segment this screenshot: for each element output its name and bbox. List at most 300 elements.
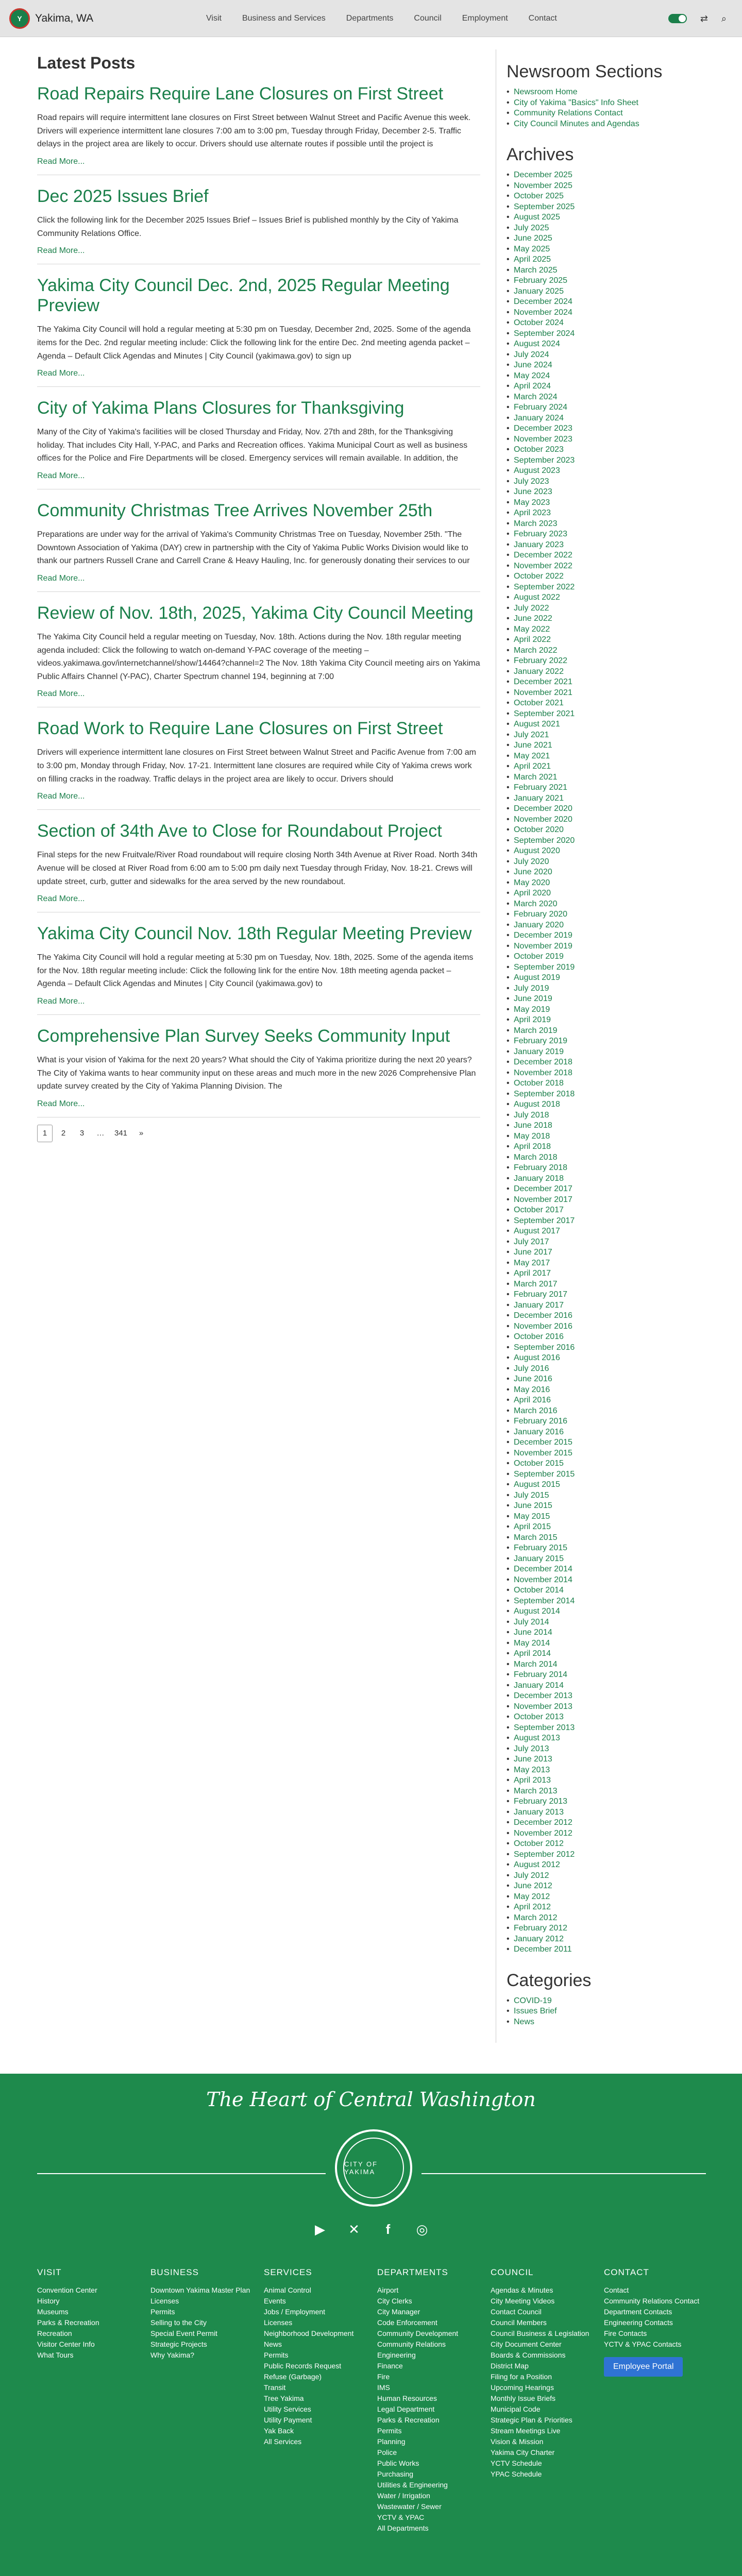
footer-link[interactable]: City Meeting Videos	[491, 2297, 555, 2305]
footer-link[interactable]: Municipal Code	[491, 2405, 541, 2413]
archive-item[interactable]	[507, 1818, 692, 1828]
archive-item-link[interactable]: September 2017	[514, 1216, 575, 1225]
footer-link[interactable]: Utility Payment	[264, 2416, 312, 2424]
archive-item[interactable]	[507, 1406, 692, 1417]
archive-item-link[interactable]: August 2018	[514, 1100, 560, 1109]
archive-item[interactable]	[507, 582, 692, 593]
archive-item-link[interactable]: October 2015	[514, 1459, 564, 1468]
archive-item-link[interactable]: October 2018	[514, 1079, 564, 1088]
archive-item-link[interactable]: January 2012	[514, 1934, 564, 1943]
read-more-link[interactable]: Read More...	[37, 471, 85, 480]
read-more-link[interactable]: Read More...	[37, 246, 85, 256]
archive-item[interactable]	[507, 1786, 692, 1797]
archive-item-link[interactable]: March 2024	[514, 392, 558, 401]
archive-item[interactable]	[507, 392, 692, 403]
footer-link[interactable]: Public Works	[377, 2459, 419, 2467]
archive-item-link[interactable]: February 2017	[514, 1290, 568, 1299]
archive-item-link[interactable]: December 2012	[514, 1818, 572, 1827]
archive-item[interactable]	[507, 529, 692, 540]
archive-item-link[interactable]: October 2012	[514, 1839, 564, 1848]
read-more-link[interactable]: Read More...	[37, 996, 85, 1006]
archive-item-link[interactable]: August 2013	[514, 1734, 560, 1742]
archive-item[interactable]	[507, 455, 692, 466]
archive-item[interactable]	[507, 899, 692, 910]
archive-item-link[interactable]: March 2012	[514, 1913, 558, 1922]
page-link[interactable]: 341	[114, 1129, 128, 1138]
archive-item[interactable]	[507, 1533, 692, 1544]
archive-item-link[interactable]: November 2023	[514, 434, 572, 444]
archive-item[interactable]	[507, 772, 692, 783]
brand[interactable]	[9, 8, 93, 29]
archive-item-link[interactable]: May 2014	[514, 1638, 550, 1648]
footer-link[interactable]: Community Relations	[377, 2340, 446, 2348]
archive-item[interactable]	[507, 1754, 692, 1765]
archive-item-link[interactable]: December 2014	[514, 1565, 572, 1573]
archive-item[interactable]	[507, 1131, 692, 1142]
archive-item-link[interactable]: November 2015	[514, 1448, 572, 1458]
archive-item[interactable]	[507, 719, 692, 730]
archive-item-link[interactable]: November 2025	[514, 181, 572, 190]
archive-item-link[interactable]: December 2022	[514, 551, 572, 560]
archive-item[interactable]	[507, 1522, 692, 1533]
archive-item-link[interactable]: December 2025	[514, 171, 572, 179]
archive-item-link[interactable]: October 2016	[514, 1332, 564, 1341]
archive-item-link[interactable]: September 2016	[514, 1343, 575, 1352]
post-title[interactable]: Dec 2025 Issues Brief	[37, 186, 209, 206]
archive-item[interactable]	[507, 519, 692, 530]
translate-icon[interactable]: ⇄	[700, 13, 708, 24]
youtube-icon[interactable]: ▶	[315, 2221, 325, 2237]
archive-item[interactable]	[507, 571, 692, 582]
archive-item-link[interactable]: May 2020	[514, 878, 550, 887]
footer-link[interactable]: All Services	[264, 2437, 302, 2446]
archive-item-link[interactable]: December 2024	[514, 297, 572, 306]
archive-item[interactable]	[507, 1068, 692, 1079]
archive-item[interactable]	[507, 1343, 692, 1353]
employee-portal-button[interactable]: Employee Portal	[604, 2357, 683, 2377]
archive-item[interactable]	[507, 1923, 692, 1934]
post-title[interactable]: Review of Nov. 18th, 2025, Yakima City Council Meeting	[37, 603, 474, 623]
archive-item-link[interactable]: May 2016	[514, 1385, 550, 1394]
footer-link[interactable]: Community Development	[377, 2329, 459, 2337]
archive-item[interactable]	[507, 265, 692, 276]
archive-item[interactable]	[507, 1290, 692, 1300]
footer-link[interactable]: Licenses	[150, 2297, 179, 2305]
archive-item[interactable]	[507, 857, 692, 868]
archive-item-link[interactable]: January 2014	[514, 1681, 564, 1690]
archive-item-link[interactable]: July 2021	[514, 730, 549, 739]
archive-item-link[interactable]: October 2021	[514, 699, 564, 707]
footer-link[interactable]: YCTV Schedule	[491, 2459, 542, 2467]
archive-item[interactable]	[507, 276, 692, 286]
archive-item[interactable]	[507, 846, 692, 857]
footer-link[interactable]: History	[37, 2297, 60, 2305]
archive-item-link[interactable]: April 2015	[514, 1522, 551, 1531]
archive-item[interactable]	[507, 477, 692, 487]
archive-item[interactable]	[507, 1005, 692, 1015]
footer-link[interactable]: Permits	[264, 2351, 289, 2359]
archive-item[interactable]	[507, 1247, 692, 1258]
archive-item-link[interactable]: April 2024	[514, 382, 551, 391]
archive-item[interactable]	[507, 1174, 692, 1184]
archive-item-link[interactable]: November 2017	[514, 1195, 572, 1204]
archive-item-link[interactable]: June 2018	[514, 1121, 552, 1130]
footer-link[interactable]: Downtown Yakima Master Plan	[150, 2286, 250, 2294]
archive-item[interactable]	[507, 1110, 692, 1121]
category-item[interactable]	[507, 2006, 692, 2017]
nav-item-visit[interactable]: Visit	[206, 14, 222, 23]
footer-link[interactable]: Council Business & Legislation	[491, 2329, 589, 2337]
archive-item-link[interactable]: May 2022	[514, 624, 550, 634]
footer-link[interactable]: Parks & Recreation	[37, 2318, 99, 2327]
newsroom-item[interactable]	[507, 108, 692, 119]
archive-item-link[interactable]: December 2021	[514, 677, 572, 686]
archive-item[interactable]	[507, 1490, 692, 1501]
footer-link[interactable]: Recreation	[37, 2329, 72, 2337]
archive-item-link[interactable]: February 2016	[514, 1417, 568, 1426]
archive-item[interactable]	[507, 793, 692, 804]
search-icon[interactable]: ⌕	[721, 13, 727, 24]
archive-item[interactable]	[507, 371, 692, 382]
x-icon[interactable]: ✕	[348, 2221, 360, 2237]
archive-item-link[interactable]: April 2016	[514, 1396, 551, 1404]
archive-item-link[interactable]: September 2015	[514, 1469, 575, 1479]
archive-item-link[interactable]: February 2014	[514, 1670, 568, 1679]
read-more-link[interactable]: Read More...	[37, 573, 85, 583]
archive-item[interactable]	[507, 1078, 692, 1089]
archive-item[interactable]	[507, 223, 692, 234]
archive-item-link[interactable]: May 2021	[514, 751, 550, 760]
archive-item[interactable]	[507, 698, 692, 709]
archive-item-link[interactable]: September 2023	[514, 455, 575, 465]
newsroom-item[interactable]	[507, 119, 692, 130]
archive-item-link[interactable]: February 2025	[514, 276, 568, 285]
archive-item-link[interactable]: June 2024	[514, 361, 552, 369]
archive-item-link[interactable]: September 2021	[514, 709, 575, 718]
archive-item[interactable]	[507, 1691, 692, 1702]
footer-link[interactable]: Human Resources	[377, 2394, 437, 2402]
footer-link[interactable]: Parks & Recreation	[377, 2416, 440, 2424]
read-more-link[interactable]: Read More...	[37, 689, 85, 699]
footer-link[interactable]: Engineering Contacts	[604, 2318, 673, 2327]
archive-item[interactable]	[507, 487, 692, 498]
archive-item[interactable]	[507, 1142, 692, 1153]
archive-item-link[interactable]: August 2012	[514, 1860, 560, 1869]
theme-toggle[interactable]	[668, 14, 687, 23]
read-more-link[interactable]: Read More...	[37, 1099, 85, 1108]
footer-link[interactable]: Animal Control	[264, 2286, 311, 2294]
archive-item-link[interactable]: July 2024	[514, 350, 549, 359]
archive-item[interactable]	[507, 688, 692, 699]
footer-link[interactable]: Transit	[264, 2383, 286, 2392]
archive-item-link[interactable]: April 2025	[514, 255, 551, 264]
archive-item[interactable]	[507, 624, 692, 635]
archive-item[interactable]	[507, 677, 692, 688]
footer-link[interactable]: Tree Yakima	[264, 2394, 304, 2402]
archive-item[interactable]	[507, 973, 692, 984]
archive-item[interactable]	[507, 445, 692, 455]
footer-link[interactable]: YPAC Schedule	[491, 2470, 542, 2478]
archive-item-link[interactable]: March 2016	[514, 1406, 558, 1415]
archive-item[interactable]	[507, 1902, 692, 1913]
archive-item-link[interactable]: March 2019	[514, 1026, 558, 1035]
archive-item-link[interactable]: August 2017	[514, 1227, 560, 1235]
category-item[interactable]	[507, 2017, 692, 2028]
archive-item-link[interactable]: May 2013	[514, 1765, 550, 1774]
archive-item-link[interactable]: December 2011	[514, 1945, 572, 1954]
archive-item[interactable]	[507, 1385, 692, 1396]
nav-item-departments[interactable]: Departments	[346, 14, 394, 23]
archive-item-link[interactable]: May 2012	[514, 1892, 550, 1901]
instagram-icon[interactable]: ◎	[416, 2221, 428, 2237]
archive-item[interactable]	[507, 1839, 692, 1850]
archive-item-link[interactable]: October 2019	[514, 952, 564, 961]
archive-item-link[interactable]: May 2015	[514, 1512, 550, 1521]
archive-item[interactable]	[507, 667, 692, 677]
archive-item[interactable]	[507, 1205, 692, 1216]
archive-item[interactable]	[507, 244, 692, 255]
footer-link[interactable]: Upcoming Hearings	[491, 2383, 554, 2392]
archive-item-link[interactable]: April 2023	[514, 509, 551, 517]
archive-item-link[interactable]: March 2020	[514, 899, 558, 908]
footer-link[interactable]: Community Relations Contact	[604, 2297, 700, 2305]
archive-item[interactable]	[507, 1702, 692, 1713]
archive-item[interactable]	[507, 984, 692, 994]
page-link[interactable]: 2	[61, 1129, 66, 1138]
footer-link[interactable]: City Manager	[377, 2308, 420, 2316]
archive-item[interactable]	[507, 181, 692, 192]
archive-item[interactable]	[507, 709, 692, 720]
footer-link[interactable]: IMS	[377, 2383, 390, 2392]
footer-link[interactable]: News	[264, 2340, 282, 2348]
archive-item[interactable]	[507, 212, 692, 223]
archive-item-link[interactable]: June 2025	[514, 234, 552, 243]
footer-link[interactable]: Visitor Center Info	[37, 2340, 95, 2348]
footer-link[interactable]: Yak Back	[264, 2427, 294, 2435]
archive-item[interactable]	[507, 1944, 692, 1955]
archive-item-link[interactable]: September 2024	[514, 329, 575, 338]
page-current[interactable]: 1	[37, 1125, 53, 1142]
archive-item[interactable]	[507, 836, 692, 846]
archive-item[interactable]	[507, 1670, 692, 1681]
footer-link[interactable]: YCTV & YPAC	[377, 2513, 425, 2521]
archive-item[interactable]	[507, 1659, 692, 1670]
footer-link[interactable]: Jobs / Employment	[264, 2308, 326, 2316]
footer-link[interactable]: Engineering	[377, 2351, 416, 2359]
archive-item-link[interactable]: June 2017	[514, 1248, 552, 1257]
archive-item-link[interactable]: September 2025	[514, 202, 575, 211]
nav-item-contact[interactable]: Contact	[528, 14, 557, 23]
archive-item-link[interactable]: July 2025	[514, 223, 549, 232]
archive-item[interactable]	[507, 350, 692, 361]
archive-item[interactable]	[507, 1628, 692, 1638]
archive-item[interactable]	[507, 1871, 692, 1882]
archive-item-link[interactable]: October 2013	[514, 1713, 564, 1721]
archive-item-link[interactable]: September 2019	[514, 962, 575, 972]
archive-item[interactable]	[507, 1416, 692, 1427]
post-title[interactable]: City of Yakima Plans Closures for Thanksgiving	[37, 398, 404, 418]
archive-item-link[interactable]: September 2012	[514, 1850, 575, 1859]
category-item[interactable]	[507, 1996, 692, 2007]
archive-item[interactable]	[507, 1311, 692, 1321]
archive-item-link[interactable]: April 2017	[514, 1269, 551, 1278]
archive-item[interactable]	[507, 603, 692, 614]
archive-item-link[interactable]: November 2012	[514, 1828, 572, 1838]
archive-item-link[interactable]: September 2014	[514, 1596, 575, 1605]
footer-link[interactable]: Strategic Plan & Priorities	[491, 2416, 572, 2424]
archive-item[interactable]	[507, 1723, 692, 1734]
archive-item[interactable]	[507, 1681, 692, 1691]
post-title[interactable]: Road Work to Require Lane Closures on First Street	[37, 719, 443, 739]
archive-item[interactable]	[507, 1216, 692, 1227]
archive-item-link[interactable]: February 2021	[514, 783, 568, 792]
archive-item-link[interactable]: March 2014	[514, 1659, 558, 1669]
archive-item-link[interactable]: February 2012	[514, 1924, 568, 1933]
archive-item-link[interactable]: January 2022	[514, 667, 564, 676]
footer-link[interactable]: Fire Contacts	[604, 2329, 647, 2337]
archive-item[interactable]	[507, 1934, 692, 1945]
archive-item-link[interactable]: April 2018	[514, 1142, 551, 1151]
archive-item[interactable]	[507, 962, 692, 973]
footer-link[interactable]: Public Records Request	[264, 2362, 342, 2370]
archive-item-link[interactable]: August 2015	[514, 1480, 560, 1489]
archive-item[interactable]	[507, 994, 692, 1005]
archive-item-link[interactable]: April 2020	[514, 889, 551, 897]
archive-item-link[interactable]: July 2022	[514, 603, 549, 613]
archive-item-link[interactable]: July 2014	[514, 1617, 549, 1626]
archive-item[interactable]	[507, 1649, 692, 1659]
archive-item[interactable]	[507, 1606, 692, 1617]
archive-item[interactable]	[507, 423, 692, 434]
archive-item[interactable]	[507, 1015, 692, 1026]
archive-item-link[interactable]: December 2023	[514, 424, 572, 433]
page-link[interactable]: »	[139, 1129, 144, 1138]
post-title[interactable]: Yakima City Council Dec. 2nd, 2025 Regular Meeting Preview	[37, 276, 450, 316]
archive-item[interactable]	[507, 1268, 692, 1279]
newsroom-item[interactable]	[507, 87, 692, 98]
archive-item-link[interactable]: March 2015	[514, 1533, 558, 1542]
newsroom-item-link[interactable]: Community Relations Contact	[514, 109, 623, 117]
archive-item[interactable]	[507, 635, 692, 646]
archive-item-link[interactable]: November 2016	[514, 1321, 572, 1331]
archive-item[interactable]	[507, 1448, 692, 1459]
archive-item[interactable]	[507, 1047, 692, 1058]
footer-link[interactable]: Events	[264, 2297, 286, 2305]
archive-item-link[interactable]: June 2016	[514, 1375, 552, 1383]
footer-link[interactable]: Convention Center	[37, 2286, 97, 2294]
archive-item[interactable]	[507, 1163, 692, 1174]
read-more-link[interactable]: Read More...	[37, 792, 85, 801]
archive-item[interactable]	[507, 1712, 692, 1723]
archive-item[interactable]	[507, 1427, 692, 1438]
footer-link[interactable]: Permits	[150, 2308, 175, 2316]
archive-item-link[interactable]: June 2020	[514, 868, 552, 876]
archive-item[interactable]	[507, 1258, 692, 1269]
archive-item[interactable]	[507, 1913, 692, 1924]
archive-item-link[interactable]: January 2020	[514, 920, 564, 929]
footer-link[interactable]: City Clerks	[377, 2297, 412, 2305]
footer-link[interactable]: Strategic Projects	[150, 2340, 207, 2348]
footer-link[interactable]: YCTV & YPAC Contacts	[604, 2340, 682, 2348]
archive-item-link[interactable]: November 2020	[514, 815, 572, 824]
archive-item-link[interactable]: November 2018	[514, 1068, 572, 1077]
archive-item[interactable]	[507, 318, 692, 329]
archive-item[interactable]	[507, 381, 692, 392]
archive-item[interactable]	[507, 941, 692, 952]
footer-link[interactable]: Filing for a Position	[491, 2372, 552, 2381]
category-item-link[interactable]: News	[514, 2017, 535, 2026]
archive-item-link[interactable]: June 2023	[514, 487, 552, 496]
category-item-link[interactable]: COVID-19	[514, 1996, 552, 2005]
footer-link[interactable]: District Map	[491, 2362, 529, 2370]
archive-item[interactable]	[507, 646, 692, 656]
archive-item[interactable]	[507, 1321, 692, 1332]
footer-link[interactable]: Licenses	[264, 2318, 293, 2327]
footer-link[interactable]: Legal Department	[377, 2405, 435, 2413]
archive-item[interactable]	[507, 1881, 692, 1892]
archive-item-link[interactable]: July 2016	[514, 1364, 549, 1373]
archive-item-link[interactable]: December 2019	[514, 931, 572, 940]
archive-item[interactable]	[507, 1512, 692, 1522]
archive-item-link[interactable]: February 2024	[514, 403, 568, 412]
archive-item[interactable]	[507, 878, 692, 889]
archive-item-link[interactable]: January 2023	[514, 540, 564, 549]
footer-link[interactable]: Contact Council	[491, 2308, 542, 2316]
archive-item[interactable]	[507, 233, 692, 244]
archive-item-link[interactable]: December 2013	[514, 1691, 572, 1700]
archive-item[interactable]	[507, 255, 692, 265]
archive-item-link[interactable]: August 2024	[514, 340, 560, 348]
archive-item[interactable]	[507, 1153, 692, 1163]
archive-item-link[interactable]: October 2014	[514, 1586, 564, 1595]
archive-item[interactable]	[507, 930, 692, 941]
archive-item-link[interactable]: July 2019	[514, 984, 549, 993]
footer-link[interactable]: Water / Irrigation	[377, 2492, 430, 2500]
archive-item-link[interactable]: August 2016	[514, 1353, 560, 1362]
archive-item-link[interactable]: July 2013	[514, 1744, 549, 1753]
archive-item[interactable]	[507, 1437, 692, 1448]
footer-link[interactable]: Neighborhood Development	[264, 2329, 354, 2337]
archive-item-link[interactable]: February 2015	[514, 1544, 568, 1552]
archive-item-link[interactable]: March 2017	[514, 1279, 558, 1289]
newsroom-item-link[interactable]: City of Yakima "Basics" Info Sheet	[514, 98, 638, 107]
archive-item[interactable]	[507, 909, 692, 920]
read-more-link[interactable]: Read More...	[37, 369, 85, 378]
archive-item-link[interactable]: January 2025	[514, 286, 564, 296]
archive-item-link[interactable]: December 2016	[514, 1311, 572, 1320]
archive-item-link[interactable]: December 2018	[514, 1058, 572, 1066]
archive-item-link[interactable]: September 2020	[514, 836, 575, 845]
archive-item-link[interactable]: August 2014	[514, 1607, 560, 1616]
archive-item-link[interactable]: July 2015	[514, 1490, 549, 1500]
archive-item[interactable]	[507, 202, 692, 213]
archive-item[interactable]	[507, 1036, 692, 1047]
archive-item-link[interactable]: April 2013	[514, 1776, 551, 1785]
archive-item[interactable]	[507, 1395, 692, 1406]
site-name[interactable]: Yakima, WA	[35, 12, 94, 24]
archive-item-link[interactable]: November 2021	[514, 688, 572, 697]
footer-link[interactable]: Refuse (Garbage)	[264, 2372, 322, 2381]
archive-item[interactable]	[507, 730, 692, 741]
footer-link[interactable]: Museums	[37, 2308, 69, 2316]
page-link[interactable]: 3	[79, 1129, 85, 1138]
footer-link[interactable]: Finance	[377, 2362, 403, 2370]
archive-item[interactable]	[507, 656, 692, 667]
archive-item[interactable]	[507, 540, 692, 551]
post-title[interactable]: Community Christmas Tree Arrives November 25th	[37, 501, 433, 520]
newsroom-item[interactable]	[507, 98, 692, 109]
archive-item-link[interactable]: October 2024	[514, 318, 564, 327]
